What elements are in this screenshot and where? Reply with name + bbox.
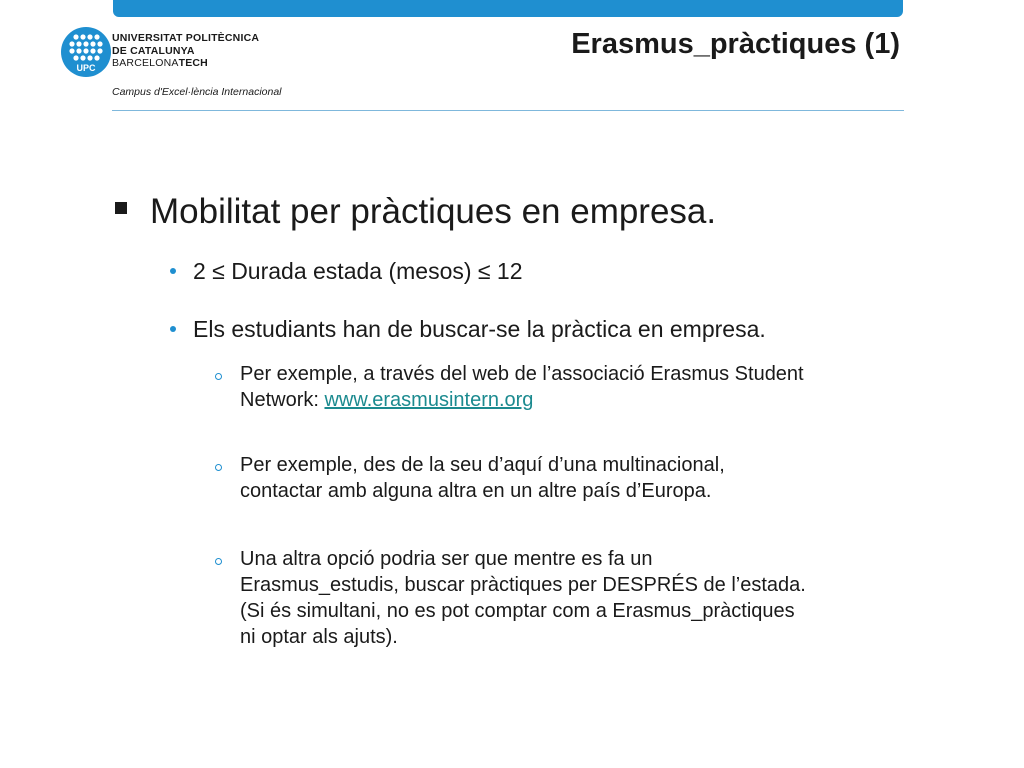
university-line: DE CATALUNYA (112, 44, 195, 57)
upc-logo (60, 26, 112, 78)
main-heading: Mobilitat per pràctiques en empresa. (150, 192, 717, 231)
university-line: UNIVERSITAT POLITÈCNICA (112, 32, 260, 44)
sub-item-line: Per exemple, des de la seu d’aquí d’una multinacional, (240, 454, 725, 476)
sub-item-line: Per exemple, a través del web de l’associació Erasmus Student (240, 363, 804, 385)
sub-item-line: Erasmus_estudis, buscar pràctiques per DESPRÉS de l’estada. (240, 574, 806, 596)
sub-item-line: (Si és simultani, no es pot comptar com a Erasmus_pràctiques (240, 600, 795, 622)
sub-item-line: ni optar als ajuts). (240, 626, 398, 648)
university-line: TECH (178, 57, 208, 69)
bullet-item: 2 ≤ Durada estada (mesos) ≤ 12 (193, 258, 523, 284)
sub-item (240, 361, 804, 413)
slide-title: Erasmus_pràctiques (1) (571, 28, 900, 60)
university-name (112, 32, 259, 70)
university-line: BARCELONA (112, 57, 179, 69)
circle-bullet-icon (215, 373, 222, 380)
logo-text: UPC (76, 63, 96, 73)
header-divider (112, 110, 904, 111)
sub-item-line: contactar amb alguna altra en un altre país d’Europa. (240, 480, 712, 502)
sub-item (240, 546, 806, 650)
sub-item (240, 452, 725, 504)
header-top-bar (113, 0, 903, 17)
bullet-dot-icon (170, 268, 176, 274)
bullet-item: Els estudiants han de buscar-se la pràctica en empresa. (193, 316, 766, 342)
circle-bullet-icon (215, 464, 222, 471)
sub-item-line: Network: (240, 389, 325, 411)
bullet-dot-icon (170, 326, 176, 332)
square-bullet-icon (115, 202, 127, 214)
erasmusintern-link[interactable]: www.erasmusintern.org (324, 389, 534, 411)
circle-bullet-icon (215, 558, 222, 565)
sub-item-line: Una altra opció podria ser que mentre es fa un (240, 548, 653, 570)
campus-tagline: Campus d'Excel·lència Internacional (112, 86, 282, 98)
